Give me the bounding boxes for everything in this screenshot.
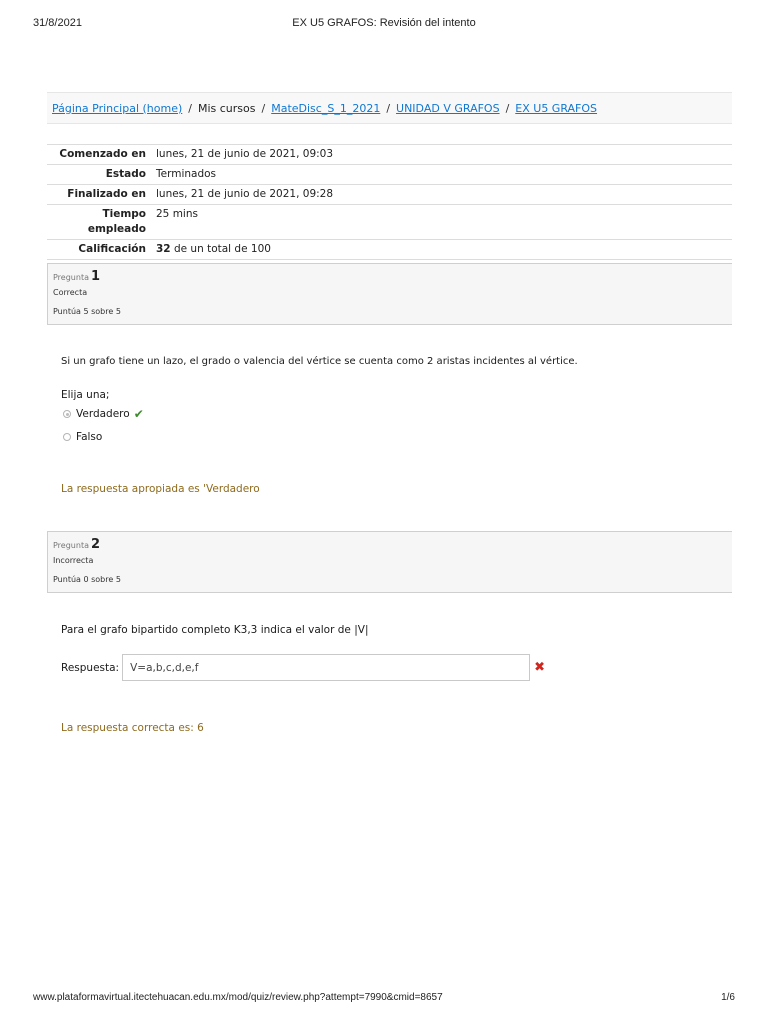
grade-score: 32 — [156, 243, 171, 255]
started-label: Comenzado en — [47, 145, 151, 165]
time-label — [47, 205, 151, 240]
question-prefix: Pregunta — [53, 541, 89, 550]
grade-total: de un total de 100 — [173, 243, 271, 255]
radio-falso[interactable] — [63, 433, 71, 441]
state-value: Terminados — [151, 165, 732, 185]
question-number: 1 — [90, 269, 101, 284]
time-label-line2: empleado — [87, 223, 146, 235]
print-header — [0, 17, 768, 33]
option-falso-label: Falso — [76, 431, 103, 443]
question-1-info — [47, 263, 732, 325]
started-value: lunes, 21 de junio de 2021, 09:03 — [151, 145, 732, 165]
breadcrumb-my-courses: Mis cursos — [197, 101, 256, 115]
print-footer — [0, 992, 768, 1008]
summary-row-time — [47, 205, 732, 240]
summary-row-started — [47, 145, 732, 165]
summary-row-grade — [47, 240, 732, 260]
breadcrumb-home-link[interactable]: Página Principal (home) — [52, 101, 183, 115]
breadcrumb — [47, 92, 732, 124]
print-title: EX U5 GRAFOS: Revisión del intento — [292, 17, 476, 29]
state-label: Estado — [47, 165, 151, 185]
time-value: 25 mins — [151, 205, 732, 240]
breadcrumb-quiz-link[interactable]: EX U5 GRAFOS — [515, 101, 598, 115]
print-date: 31/8/2021 — [33, 17, 82, 29]
finished-label: Finalizado en — [47, 185, 151, 205]
breadcrumb-separator: / — [505, 101, 510, 115]
option-falso[interactable] — [63, 431, 102, 443]
breadcrumb-separator: / — [386, 101, 391, 115]
question-1-state: Correcta — [53, 288, 88, 297]
answer-label: Respuesta: — [61, 661, 120, 674]
grade-label: Calificación — [47, 240, 151, 260]
question-2-feedback: La respuesta correcta es: 6 — [61, 722, 204, 734]
breadcrumb-unit-link[interactable]: UNIDAD V GRAFOS — [396, 101, 500, 115]
print-url: www.plataformavirtual.itectehuacan.edu.mx/mod/quiz/review.php?attempt=7990&cmid=8657 — [33, 992, 443, 1003]
answer-row — [61, 654, 545, 681]
question-1-feedback: La respuesta apropiada es 'Verdadero — [61, 483, 260, 495]
question-2-text: Para el grafo bipartido completo K3,3 indica el valor de |V| — [61, 624, 369, 636]
question-2-state: Incorrecta — [53, 556, 94, 565]
summary-row-finished — [47, 185, 732, 205]
option-verdadero[interactable] — [63, 407, 144, 421]
question-number: 2 — [90, 537, 101, 552]
incorrect-x-icon: ✖ — [534, 660, 545, 675]
question-2-number — [53, 537, 727, 552]
breadcrumb-course-link[interactable]: MateDisc_S_1_2021 — [271, 101, 381, 115]
correct-check-icon: ✔ — [133, 407, 144, 421]
question-2-info — [47, 531, 732, 593]
question-1-prompt: Elija una; — [61, 389, 110, 401]
print-page-number: 1/6 — [721, 992, 735, 1003]
summary-row-state — [47, 165, 732, 185]
breadcrumb-separator: / — [261, 101, 266, 115]
radio-verdadero[interactable] — [63, 410, 71, 418]
answer-input[interactable] — [122, 654, 530, 681]
question-2-grade: Puntúa 0 sobre 5 — [53, 575, 121, 584]
attempt-summary-table — [47, 144, 732, 260]
question-1-number — [53, 269, 727, 284]
question-1-text: Si un grafo tiene un lazo, el grado o valencia del vértice se cuenta como 2 aristas incidentes al vértice. — [61, 356, 578, 367]
breadcrumb-separator: / — [188, 101, 192, 115]
grade-value — [151, 240, 732, 260]
question-prefix: Pregunta — [53, 273, 89, 282]
question-1-grade: Puntúa 5 sobre 5 — [53, 307, 121, 316]
finished-value: lunes, 21 de junio de 2021, 09:28 — [151, 185, 732, 205]
time-label-line1: Tiempo — [102, 208, 146, 220]
option-verdadero-label: Verdadero — [76, 408, 130, 420]
